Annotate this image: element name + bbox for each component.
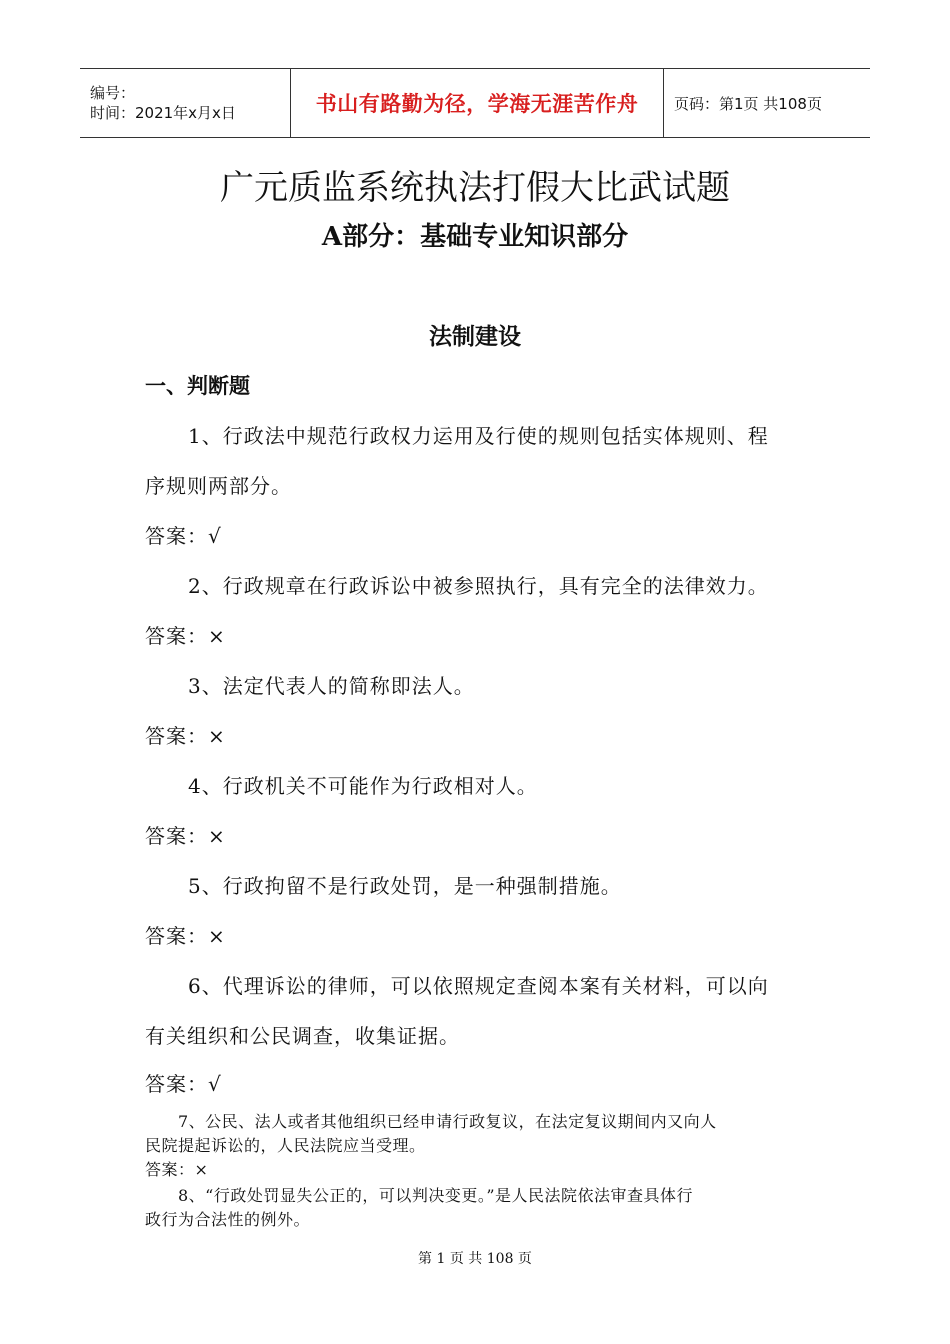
document-number-label: 编号： <box>90 84 136 102</box>
question-3-answer: 答案：× <box>145 724 226 748</box>
question-8-text: 8、“行政处罚显失公正的，可以判决变更。”是人民法院依法审查具体行 <box>178 1186 694 1205</box>
header-meta <box>80 69 290 137</box>
document-title: 广元质监系统执法打假大比武试题 <box>220 168 730 208</box>
question-6-text-cont: 有关组织和公民调查，收集证据。 <box>145 1024 460 1048</box>
question-5-answer: 答案：× <box>145 924 226 948</box>
question-3-text: 3、法定代表人的简称即法人。 <box>188 674 475 698</box>
question-4-text: 4、行政机关不可能作为行政相对人。 <box>188 774 538 798</box>
question-1-text-cont: 序规则两部分。 <box>145 474 292 498</box>
question-1-answer: 答案：√ <box>145 524 222 548</box>
header-motto-cell <box>290 69 664 137</box>
header-page-info: 页码：第1页 共108页 <box>674 94 822 113</box>
document-date: 时间：2021年x月x日 <box>90 104 236 122</box>
page-footer: 第 1 页 共 108 页 <box>418 1251 532 1267</box>
question-6-answer: 答案：√ <box>145 1072 222 1096</box>
question-5-text: 5、行政拘留不是行政处罚，是一种强制措施。 <box>188 874 622 898</box>
question-2-text: 2、行政规章在行政诉讼中被参照执行，具有完全的法律效力。 <box>188 574 769 598</box>
question-4-answer: 答案：× <box>145 824 226 848</box>
question-1-text: 1、行政法中规范行政权力运用及行使的规则包括实体规则、程 <box>188 424 769 448</box>
section-heading: 法制建设 <box>429 323 521 350</box>
question-8-text-cont: 政行为合法性的例外。 <box>145 1210 311 1229</box>
question-7-answer: 答案：× <box>145 1160 209 1179</box>
header-page-info-cell <box>664 69 870 137</box>
document-subtitle: A部分：基础专业知识部分 <box>321 222 629 252</box>
question-7-text-cont: 民院提起诉讼的，人民法院应当受理。 <box>145 1136 426 1155</box>
question-2-answer: 答案：× <box>145 624 226 648</box>
question-7-text: 7、公民、法人或者其他组织已经申请行政复议，在法定复议期间内又向人 <box>178 1112 717 1131</box>
page-header <box>80 68 870 138</box>
question-6-text: 6、代理诉讼的律师，可以依照规定查阅本案有关材料，可以向 <box>188 974 769 998</box>
header-motto: 书山有路勤为径，学海无涯苦作舟 <box>315 92 639 116</box>
subsection-heading: 一、判断题 <box>145 373 250 398</box>
